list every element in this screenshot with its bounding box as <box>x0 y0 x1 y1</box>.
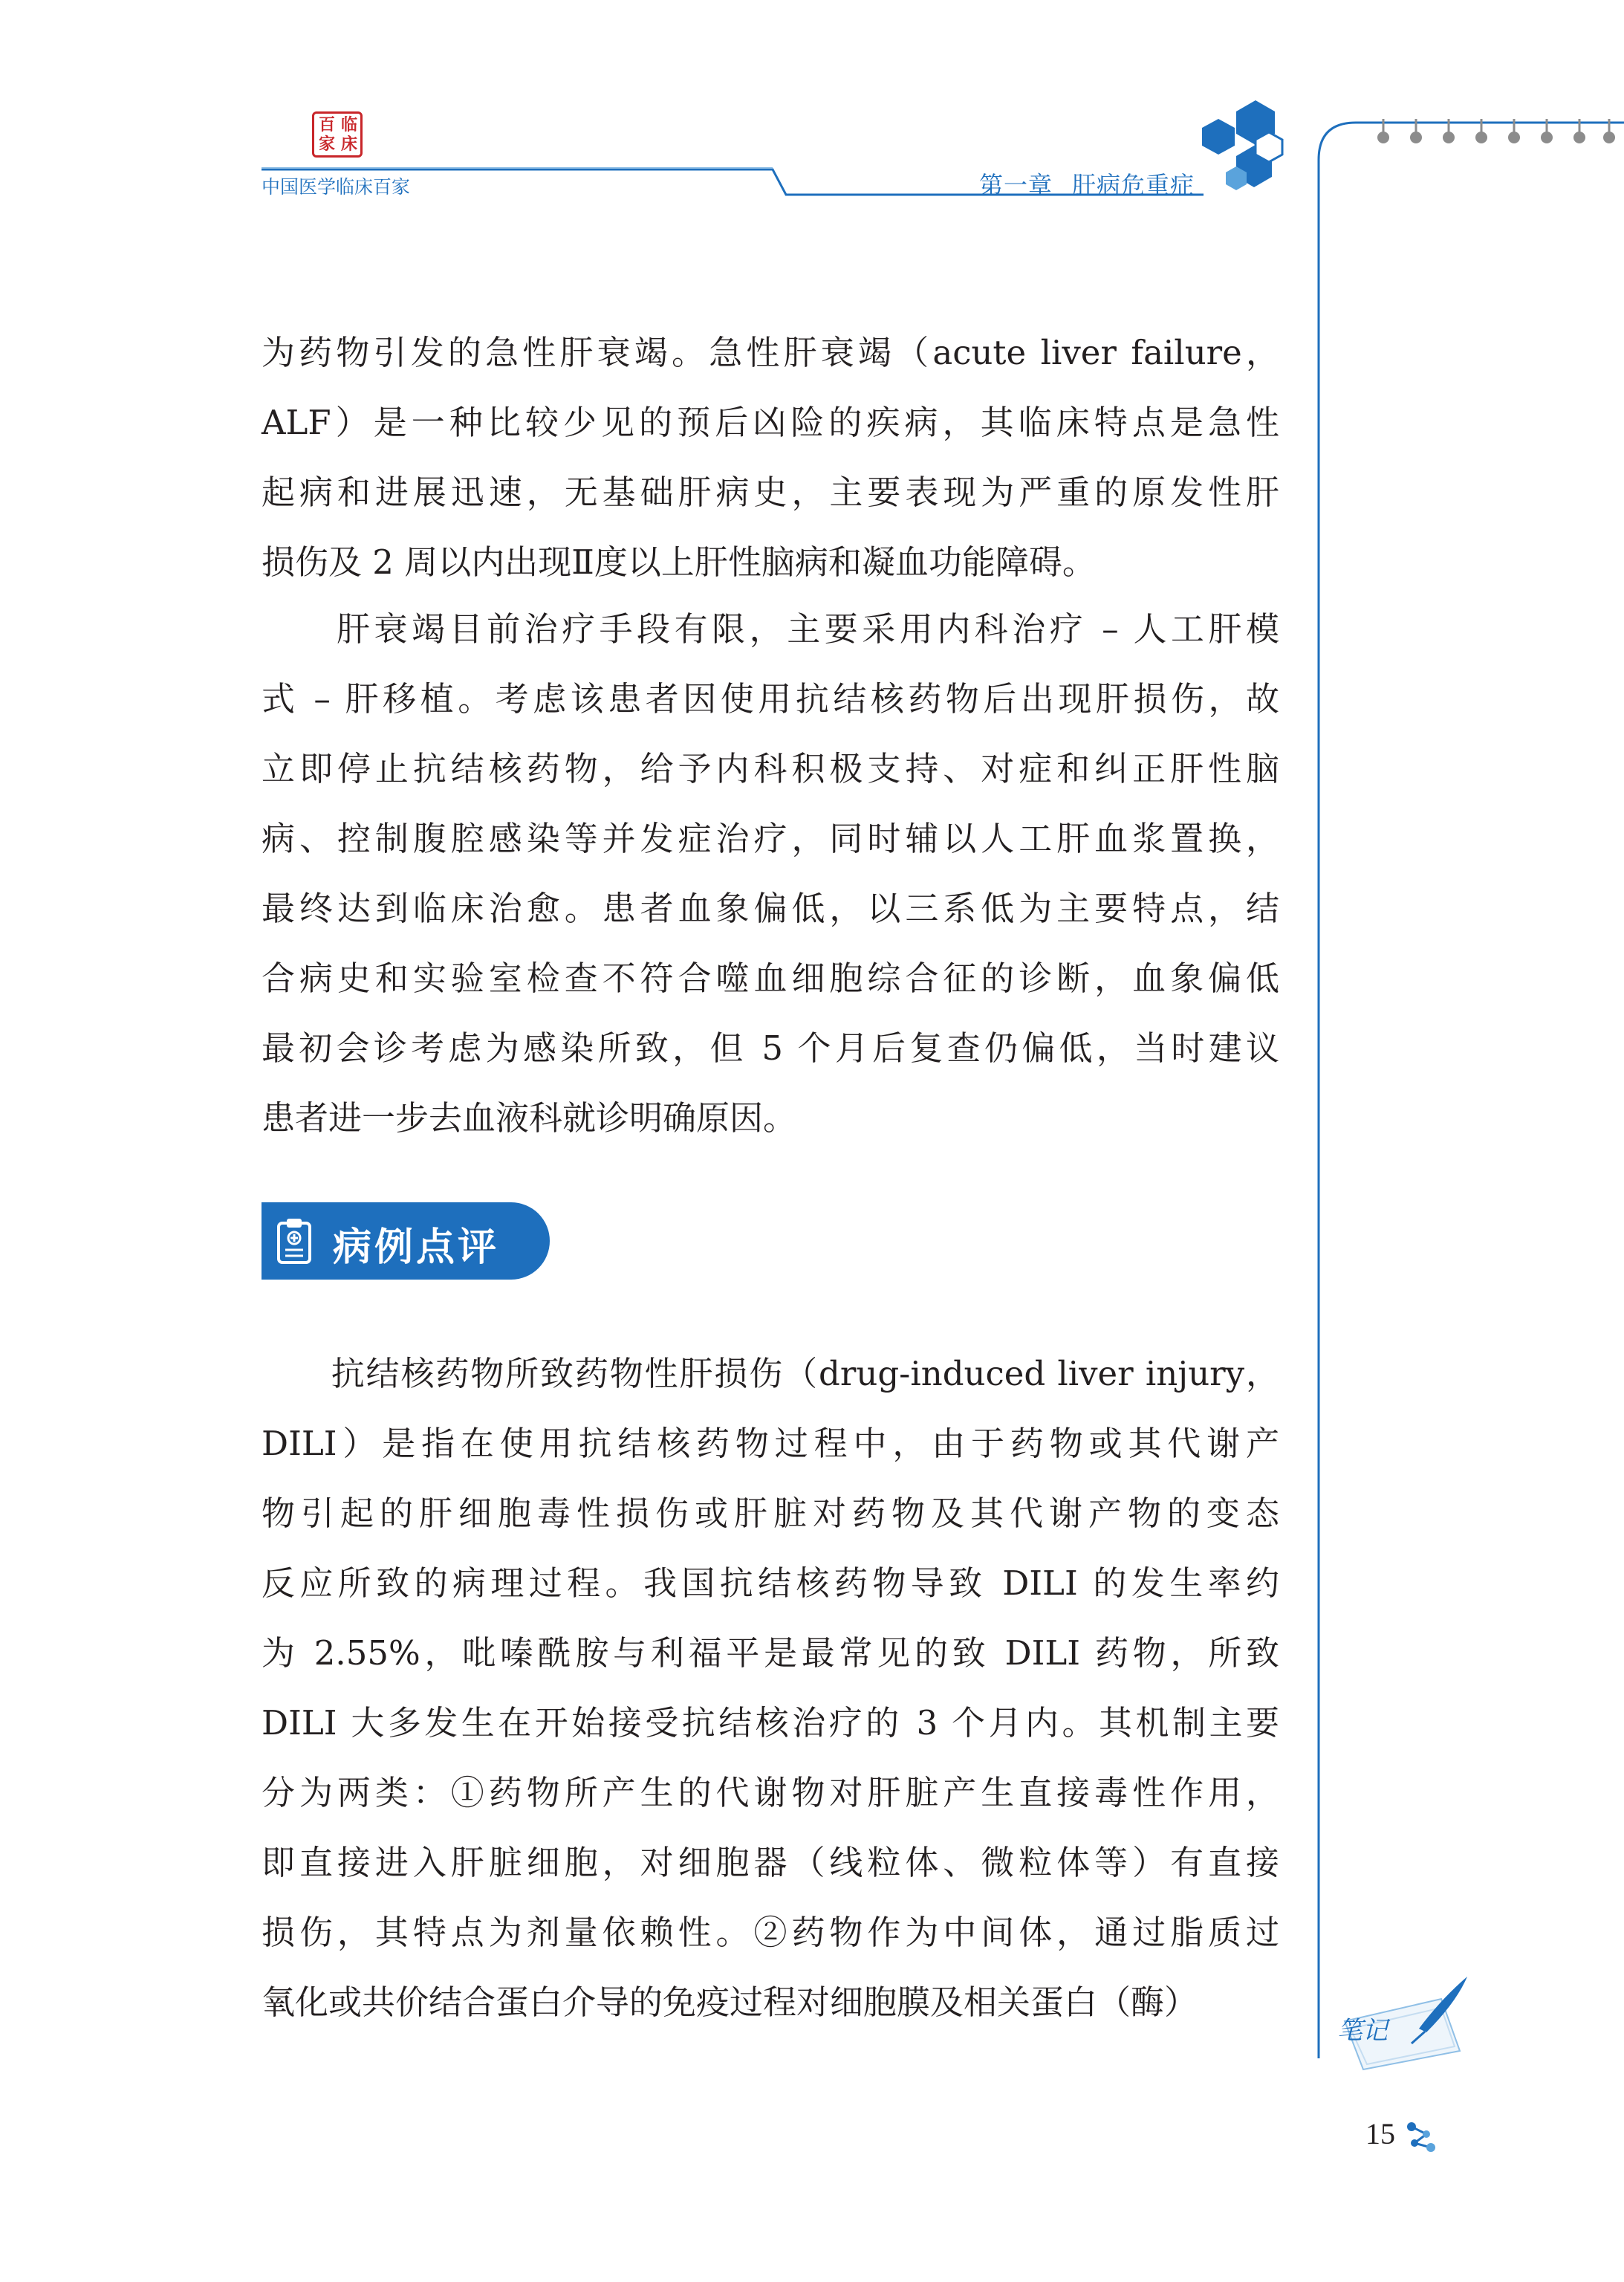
text-line: 物引起的肝细胞毒性损伤或肝脏对药物及其代谢产物的变态 <box>262 1494 1279 1533</box>
paragraph-3 <box>262 1339 1279 2038</box>
clipboard-icon <box>276 1217 312 1265</box>
text-line: 最初会诊考虑为感染所致，但 5 个月后复查仍偏低，当时建议 <box>262 1028 1279 1068</box>
text-line: 肝衰竭目前治疗手段有限，主要采用内科治疗 – 人工肝模 <box>262 609 1279 649</box>
text-line: DILI 大多发生在开始接受抗结核治疗的 3 个月内。其机制主要 <box>262 1703 1279 1743</box>
text-line: 抗结核药物所致药物性肝损伤（drug-induced liver injury， <box>262 1354 1279 1393</box>
chapter-number: 第一章 <box>979 171 1053 199</box>
text-line: 起病和进展迅速，无基础肝病史，主要表现为严重的原发性肝 <box>262 473 1279 512</box>
text-line: 患者进一步去血液科就诊明确原因。 <box>262 1098 797 1138</box>
text-line: 损伤及 2 周以内出现Ⅱ度以上肝性脑病和凝血功能障碍。 <box>262 542 1096 582</box>
text-line: 分为两类：①药物所产生的代谢物对肝脏产生直接毒性作用， <box>262 1773 1279 1812</box>
section-title: 病例点评 <box>333 1225 500 1270</box>
paragraph-2 <box>262 594 1279 1153</box>
text-line: 为 2.55%，吡嗪酰胺与利福平是最常见的致 DILI 药物，所致 <box>262 1633 1279 1673</box>
series-brand: 中国医学临床百家 <box>262 176 411 198</box>
logo-char: 床 <box>341 135 358 154</box>
publisher-logo <box>312 111 363 158</box>
text-line: 即直接进入肝脏细胞，对细胞器（线粒体、微粒体等）有直接 <box>262 1843 1279 1882</box>
chapter-title: 肝病危重症 <box>1072 171 1195 199</box>
text-line: 病、控制腹腔感染等并发症治疗，同时辅以人工肝血浆置换， <box>262 819 1279 858</box>
text-line: 立即停止抗结核药物，给予内科积极支持、对症和纠正肝性脑 <box>262 749 1279 788</box>
page-number: 15 <box>1365 2117 1395 2150</box>
text-line: 式 – 肝移植。考虑该患者因使用抗结核药物后出现肝损伤，故 <box>262 679 1279 719</box>
notes-label: 笔记 <box>1337 2016 1388 2046</box>
text-line: ALF）是一种比较少见的预后凶险的疾病，其临床特点是急性 <box>262 403 1279 442</box>
section-heading <box>262 1202 550 1280</box>
text-line: DILI）是指在使用抗结核药物过程中，由于药物或其代谢产 <box>262 1424 1279 1463</box>
paragraph-1 <box>262 318 1279 597</box>
logo-char: 临 <box>341 116 358 134</box>
text-line: 反应所致的病理过程。我国抗结核药物导致 DILI 的发生率约 <box>262 1563 1279 1603</box>
chapter-header <box>979 166 1195 201</box>
logo-char: 家 <box>319 135 336 154</box>
text-line: 合病史和实验室检查不符合噬血细胞综合征的诊断，血象偏低 <box>262 959 1279 998</box>
text-line: 氧化或共价结合蛋白介导的免疫过程对细胞膜及相关蛋白（酶） <box>262 1983 1198 2022</box>
text-line: 损伤，其特点为剂量依赖性。②药物作为中间体，通过脂质过 <box>262 1913 1279 1952</box>
molecule-icon <box>1404 2119 1438 2153</box>
text-line: 为药物引发的急性肝衰竭。急性肝衰竭（acute liver failure， <box>262 333 1279 372</box>
logo-char: 百 <box>319 116 336 134</box>
hexagon-cluster-icon <box>1202 100 1282 190</box>
text-line: 最终达到临床治愈。患者血象偏低，以三系低为主要特点，结 <box>262 889 1279 928</box>
